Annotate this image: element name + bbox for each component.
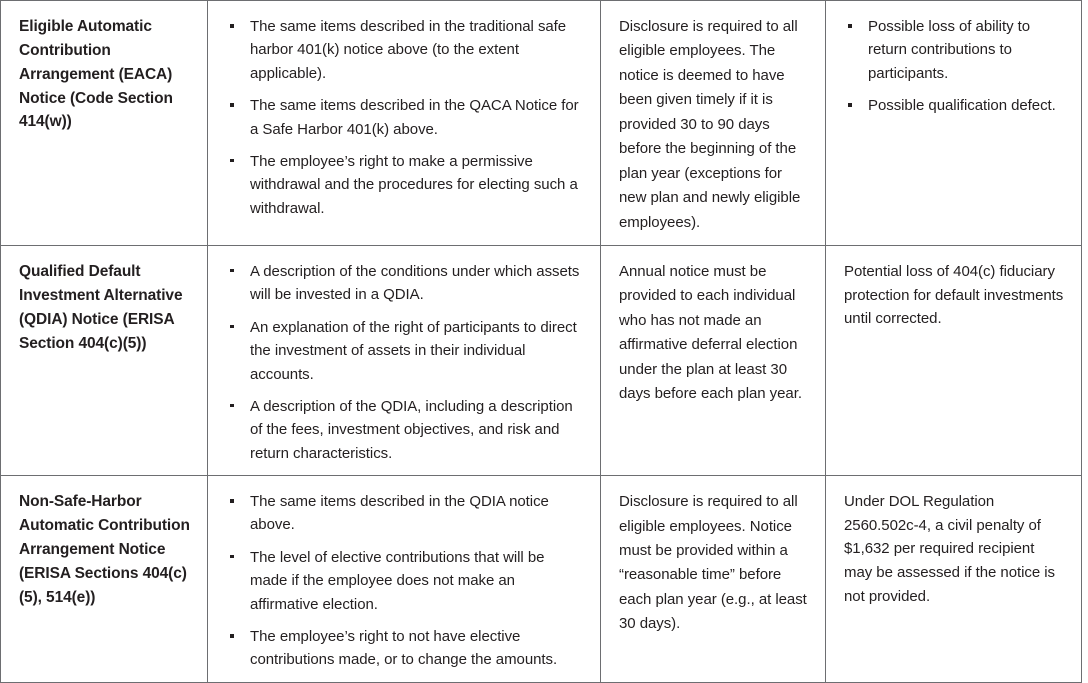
cell-notice-consequence xyxy=(826,245,1082,475)
consequence-bullet-list xyxy=(846,15,1065,118)
list-item-text: A description of the conditions under which assets will be invested in a QDIA. xyxy=(250,262,580,304)
cell-notice-consequence xyxy=(826,1,1082,246)
bullet-icon xyxy=(848,24,852,28)
bullet-icon xyxy=(230,159,234,163)
list-item xyxy=(846,15,1065,85)
bullet-icon xyxy=(230,404,234,408)
list-item xyxy=(228,15,584,85)
bullet-icon xyxy=(230,555,234,559)
bullet-icon xyxy=(848,103,852,107)
bullet-icon xyxy=(230,634,234,638)
cell-notice-contents xyxy=(208,1,601,246)
bullet-icon xyxy=(230,24,234,28)
cell-notice-contents xyxy=(208,476,601,683)
list-item-text: The same items described in the traditional safe harbor 401(k) notice above (to the extent applicable). xyxy=(250,18,567,82)
contents-bullet-list xyxy=(228,490,584,672)
list-item-text: The same items described in the QDIA notice above. xyxy=(250,493,549,534)
list-item-text: The level of elective contributions that will be made if the employee does not make an affirmative election. xyxy=(250,548,545,613)
list-item-text: Possible qualification defect. xyxy=(868,97,1056,115)
list-item-text: An explanation of the right of participants to direct the investment of assets in their individual accounts. xyxy=(250,318,577,383)
list-item-text: Possible loss of ability to return contributions to participants. xyxy=(868,18,1031,82)
cell-notice-consequence xyxy=(826,476,1082,683)
cell-notice-timing xyxy=(601,245,826,475)
timing-text: Annual notice must be provided to each individual who has not made an affirmative deferral election under the plan at least 30 days before each plan year. xyxy=(619,262,802,403)
bullet-icon xyxy=(230,325,234,329)
consequence-text: Under DOL Regulation 2560.502c-4, a civil penalty of $1,632 per required recipient may be assessed if the notice is not provided. xyxy=(844,493,1056,605)
list-item xyxy=(228,94,584,141)
bullet-icon xyxy=(230,269,234,273)
list-item xyxy=(228,546,584,616)
list-item xyxy=(228,490,584,537)
table-row xyxy=(1,476,1082,683)
table-body xyxy=(1,1,1082,683)
list-item xyxy=(228,150,584,220)
consequence-text: Potential loss of 404(c) fiduciary protection for default investments until corrected. xyxy=(844,262,1064,328)
list-item xyxy=(846,94,1065,117)
cell-notice-timing xyxy=(601,476,826,683)
notice-term-title: Eligible Automatic Contribution Arrangement (EACA) Notice (Code Section 414(w)) xyxy=(19,18,173,131)
notice-term-title: Qualified Default Investment Alternative (QDIA) Notice (ERISA Section 404(c)(5)) xyxy=(19,262,183,352)
list-item-text: The employee’s right to not have elective contributions made, or to change the amounts. xyxy=(250,628,558,669)
list-item xyxy=(228,260,584,307)
cell-notice-contents xyxy=(208,245,601,475)
list-item xyxy=(228,316,584,386)
bullet-icon xyxy=(230,499,234,503)
cell-notice-term xyxy=(1,476,208,683)
contents-bullet-list xyxy=(228,15,584,220)
bullet-icon xyxy=(230,103,234,107)
list-item-text: The same items described in the QACA Notice for a Safe Harbor 401(k) above. xyxy=(250,97,579,138)
cell-notice-timing xyxy=(601,1,826,246)
list-item xyxy=(228,625,584,672)
list-item-text: The employee’s right to make a permissive withdrawal and the procedures for electing such a withdrawal. xyxy=(250,152,578,217)
timing-text: Disclosure is required to all eligible employees. The notice is deemed to have been given timely if it is provided 30 to 90 days before the beginning of the plan year (exceptions for new plan and newly eligible employees). xyxy=(619,18,801,231)
list-item xyxy=(228,395,584,465)
timing-text: Disclosure is required to all eligible employees. Notice must be provided within a “reasonable time” before each plan year (e.g., at least 30 days). xyxy=(619,493,807,633)
notice-term-title: Non-Safe-Harbor Automatic Contribution Arrangement Notice (ERISA Sections 404(c)(5), 514(e)) xyxy=(19,493,190,606)
cell-notice-term xyxy=(1,1,208,246)
table-row xyxy=(1,1,1082,246)
contents-bullet-list xyxy=(228,260,584,465)
cell-notice-term xyxy=(1,245,208,475)
table-row xyxy=(1,245,1082,475)
list-item-text: A description of the QDIA, including a description of the fees, investment objectives, and risk and return characteristics. xyxy=(250,397,573,462)
